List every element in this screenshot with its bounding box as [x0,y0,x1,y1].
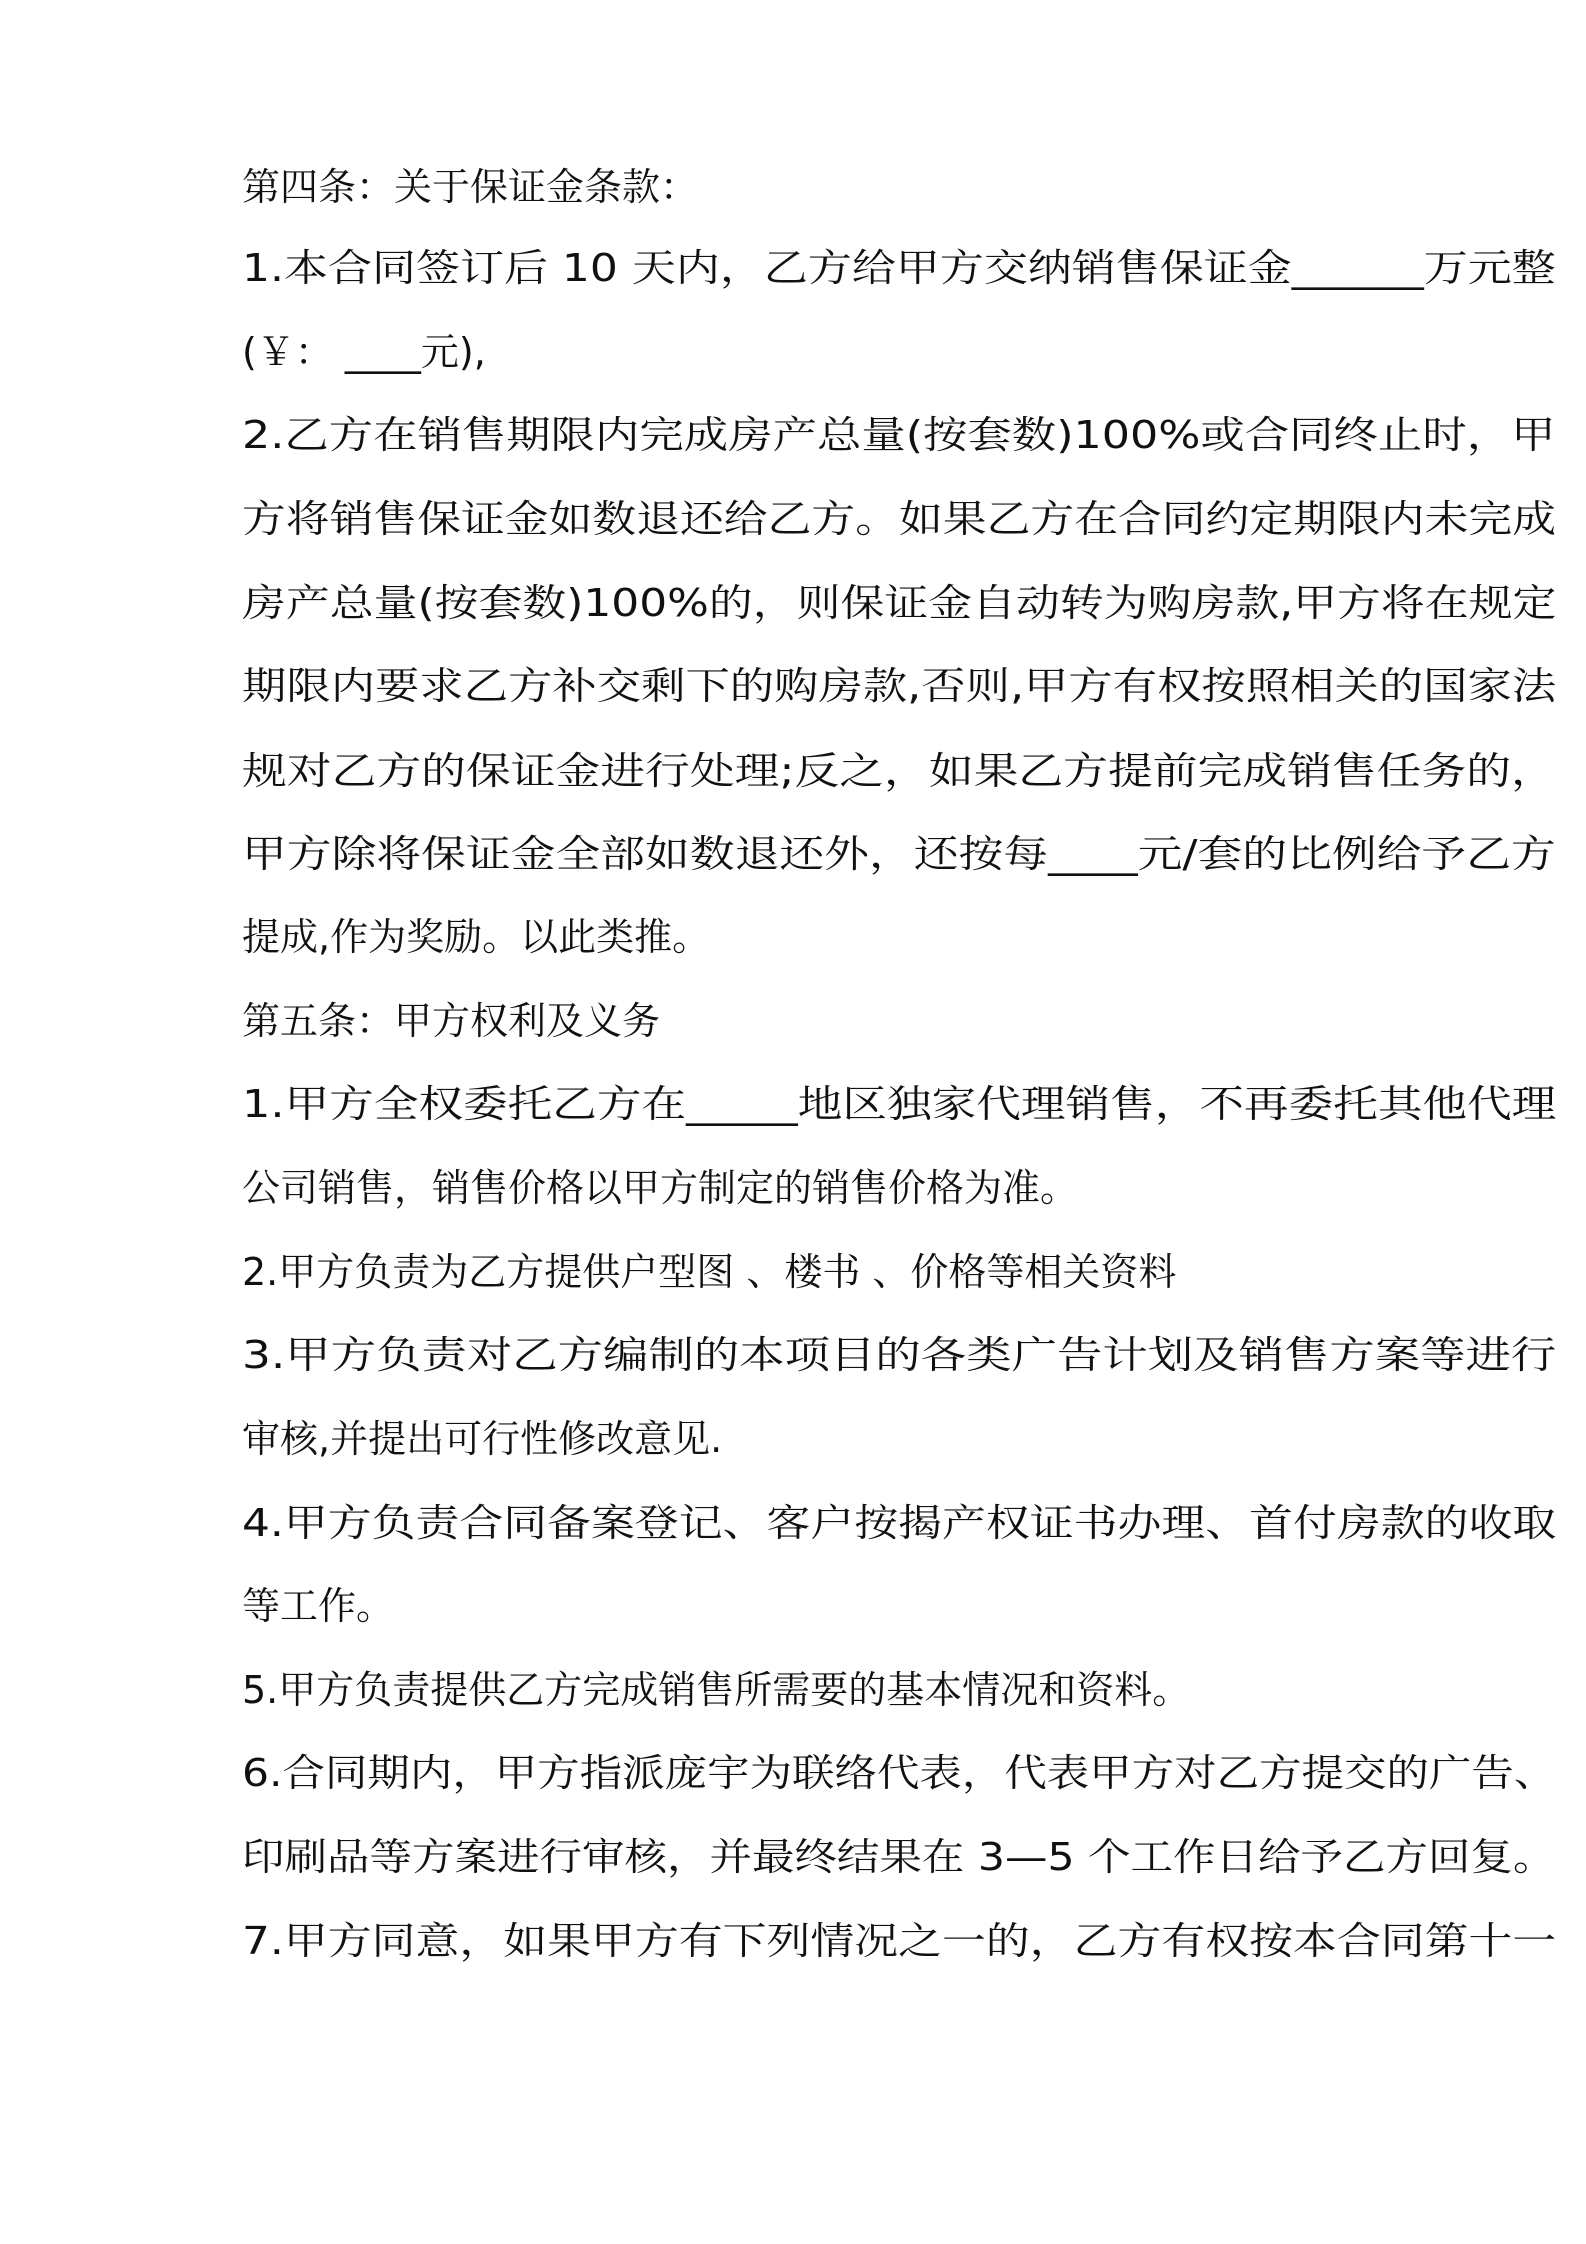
paragraph-line: 2.甲方负责为乙方提供户型图 、楼书 、价格等相关资料 [242,1250,1177,1294]
paragraph-line: 3.甲方负责对乙方编制的本项目的各类广告计划及销售方案等进行 [242,1333,1557,1377]
section-5-heading: 第五条：甲方权利及义务 [242,999,661,1043]
paragraph-line: 房产总量(按套数)100%的，则保证金自动转为购房款,甲方将在规定 [242,581,1557,625]
paragraph-line: 审核,并提出可行性修改意见. [242,1417,723,1461]
paragraph-line: 甲方除将保证金全部如数退还外，还按每____元/套的比例给予乙方 [242,832,1556,876]
paragraph-line: 期限内要求乙方补交剩下的购房款,否则,甲方有权按照相关的国家法 [242,664,1557,708]
paragraph-line: 1.本合同签订后 10 天内，乙方给甲方交纳销售保证金______万元整 [242,246,1556,290]
paragraph-line: 提成,作为奖励。以此类推。 [242,915,711,959]
paragraph-line: 公司销售，销售价格以甲方制定的销售价格为准。 [242,1166,1079,1210]
paragraph-line: 规对乙方的保证金进行处理;反之，如果乙方提前完成销售任务的， [242,749,1556,793]
paragraph-line: 5.甲方负责提供乙方完成销售所需要的基本情况和资料。 [242,1668,1191,1712]
paragraph-line: 1.甲方全权委托乙方在_____地区独家代理销售，不再委托其他代理 [242,1082,1557,1126]
paragraph-line: 方将销售保证金如数退还给乙方。如果乙方在合同约定期限内未完成 [242,497,1557,541]
paragraph-line: 7.甲方同意，如果甲方有下列情况之一的，乙方有权按本合同第十一 [242,1919,1557,1963]
paragraph-line: 等工作。 [242,1584,395,1628]
paragraph-line: (￥： ____元), [242,330,486,374]
paragraph-line: 6.合同期内，甲方指派庞宇为联络代表，代表甲方对乙方提交的广告、 [242,1751,1557,1795]
section-4-heading: 第四条：关于保证金条款： [242,165,699,209]
paragraph-line: 4.甲方负责合同备案登记、客户按揭产权证书办理、首付房款的收取 [242,1501,1557,1545]
paragraph-line: 印刷品等方案进行审核，并最终结果在 3—5 个工作日给予乙方回复。 [242,1835,1556,1879]
paragraph-line: 2.乙方在销售期限内完成房产总量(按套数)100%或合同终止时，甲 [242,413,1556,457]
